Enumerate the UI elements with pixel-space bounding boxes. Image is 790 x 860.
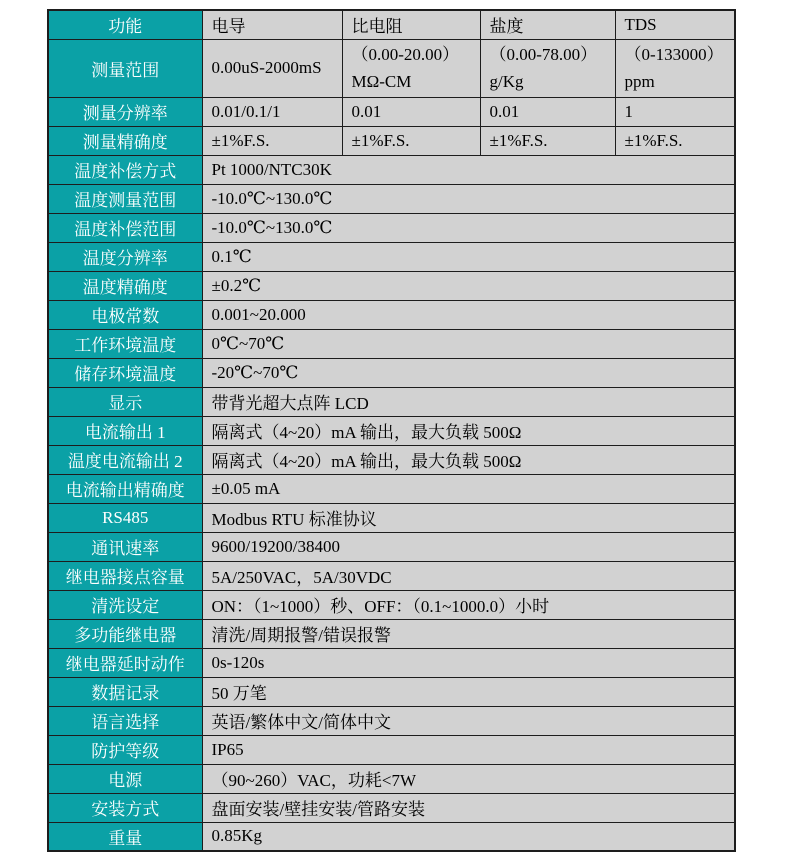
- range-tds-line2: ppm: [624, 72, 655, 91]
- table-row: [48, 329, 735, 358]
- spec-value: 清洗/周期报警/错误报警: [202, 619, 735, 648]
- spec-label: 重量: [48, 822, 202, 851]
- table-row-measure-range: [48, 39, 735, 97]
- spec-value: 0s-120s: [202, 648, 735, 677]
- table-row: [48, 416, 735, 445]
- table-row: [48, 184, 735, 213]
- spec-label: 温度分辨率: [48, 242, 202, 271]
- table-row-measure-accuracy: [48, 126, 735, 155]
- spec-value: 0.001~20.000: [202, 300, 735, 329]
- table-row: [48, 503, 735, 532]
- range-cell-resistivity: [342, 39, 480, 97]
- table-row: [48, 764, 735, 793]
- spec-label: 温度电流输出 2: [48, 445, 202, 474]
- table-row: [48, 445, 735, 474]
- spec-value: -10.0℃~130.0℃: [202, 184, 735, 213]
- table-row: [48, 387, 735, 416]
- spec-table: [47, 9, 736, 852]
- table-row: [48, 822, 735, 851]
- table-row: [48, 677, 735, 706]
- table-row: [48, 358, 735, 387]
- spec-label: 显示: [48, 387, 202, 416]
- table-row: [48, 242, 735, 271]
- table-row: [48, 532, 735, 561]
- spec-value: 9600/19200/38400: [202, 532, 735, 561]
- spec-table-container: [47, 9, 736, 852]
- spec-label: 防护等级: [48, 735, 202, 764]
- table-row: [48, 300, 735, 329]
- spec-value: Modbus RTU 标准协议: [202, 503, 735, 532]
- spec-value: 0.1℃: [202, 242, 735, 271]
- row-label-function: 功能: [48, 10, 202, 39]
- spec-label: 温度测量范围: [48, 184, 202, 213]
- spec-label: 清洗设定: [48, 590, 202, 619]
- spec-label: 工作环境温度: [48, 329, 202, 358]
- spec-value: 英语/繁体中文/简体中文: [202, 706, 735, 735]
- function-cell-salinity: 盐度: [480, 10, 615, 39]
- table-row: [48, 648, 735, 677]
- function-cell-resistivity: 比电阻: [342, 10, 480, 39]
- table-row: [48, 619, 735, 648]
- table-row: [48, 793, 735, 822]
- function-cell-conductivity: 电导: [202, 10, 342, 39]
- spec-label: 电流输出 1: [48, 416, 202, 445]
- table-row: [48, 706, 735, 735]
- spec-label: 继电器接点容量: [48, 561, 202, 590]
- table-row: [48, 561, 735, 590]
- spec-value: -20℃~70℃: [202, 358, 735, 387]
- spec-value: （90~260）VAC，功耗<7W: [202, 764, 735, 793]
- range-salinity-line1: （0.00-78.00）: [489, 45, 598, 64]
- resolution-cell-conductivity: 0.01/0.1/1: [202, 97, 342, 126]
- range-cell-salinity: [480, 39, 615, 97]
- table-row: [48, 155, 735, 184]
- spec-label: 继电器延时动作: [48, 648, 202, 677]
- spec-value: ON：（1~1000）秒、OFF：（0.1~1000.0）小时: [202, 590, 735, 619]
- spec-value: 0.85Kg: [202, 822, 735, 851]
- spec-value: -10.0℃~130.0℃: [202, 213, 735, 242]
- spec-value: ±0.05 mA: [202, 474, 735, 503]
- spec-value: 隔离式（4~20）mA 输出，最大负载 500Ω: [202, 445, 735, 474]
- accuracy-cell-resistivity: ±1%F.S.: [342, 126, 480, 155]
- spec-label: RS485: [48, 503, 202, 532]
- spec-label: 多功能继电器: [48, 619, 202, 648]
- resolution-cell-resistivity: 0.01: [342, 97, 480, 126]
- spec-label: 温度补偿范围: [48, 213, 202, 242]
- spec-label: 电极常数: [48, 300, 202, 329]
- spec-value: ±0.2℃: [202, 271, 735, 300]
- spec-label: 储存环境温度: [48, 358, 202, 387]
- table-row-function: [48, 10, 735, 39]
- row-label-measure-resolution: 测量分辨率: [48, 97, 202, 126]
- table-row: [48, 735, 735, 764]
- spec-value: 5A/250VAC，5A/30VDC: [202, 561, 735, 590]
- table-row: [48, 474, 735, 503]
- spec-label: 语言选择: [48, 706, 202, 735]
- resolution-cell-salinity: 0.01: [480, 97, 615, 126]
- spec-value: 0℃~70℃: [202, 329, 735, 358]
- row-label-measure-range: 测量范围: [48, 39, 202, 97]
- table-row: [48, 271, 735, 300]
- range-tds-line1: （0-133000）: [624, 45, 724, 64]
- spec-label: 安装方式: [48, 793, 202, 822]
- range-cell-conductivity: 0.00uS-2000mS: [202, 39, 342, 97]
- spec-value: 带背光超大点阵 LCD: [202, 387, 735, 416]
- spec-label: 温度精确度: [48, 271, 202, 300]
- range-cell-tds: [615, 39, 735, 97]
- spec-label: 电源: [48, 764, 202, 793]
- spec-value: IP65: [202, 735, 735, 764]
- table-row: [48, 213, 735, 242]
- spec-label: 数据记录: [48, 677, 202, 706]
- accuracy-cell-tds: ±1%F.S.: [615, 126, 735, 155]
- table-row-measure-resolution: [48, 97, 735, 126]
- spec-value: 盘面安装/壁挂安装/管路安装: [202, 793, 735, 822]
- range-salinity-line2: g/Kg: [489, 72, 524, 91]
- spec-label: 电流输出精确度: [48, 474, 202, 503]
- table-row: [48, 590, 735, 619]
- resolution-cell-tds: 1: [615, 97, 735, 126]
- function-cell-tds: TDS: [615, 10, 735, 39]
- range-resistivity-line2: MΩ-CM: [351, 72, 412, 91]
- spec-value: Pt 1000/NTC30K: [202, 155, 735, 184]
- spec-label: 通讯速率: [48, 532, 202, 561]
- spec-label: 温度补偿方式: [48, 155, 202, 184]
- accuracy-cell-salinity: ±1%F.S.: [480, 126, 615, 155]
- accuracy-cell-conductivity: ±1%F.S.: [202, 126, 342, 155]
- range-resistivity-line1: （0.00-20.00）: [351, 45, 460, 64]
- spec-value: 隔离式（4~20）mA 输出，最大负载 500Ω: [202, 416, 735, 445]
- spec-value: 50 万笔: [202, 677, 735, 706]
- row-label-measure-accuracy: 测量精确度: [48, 126, 202, 155]
